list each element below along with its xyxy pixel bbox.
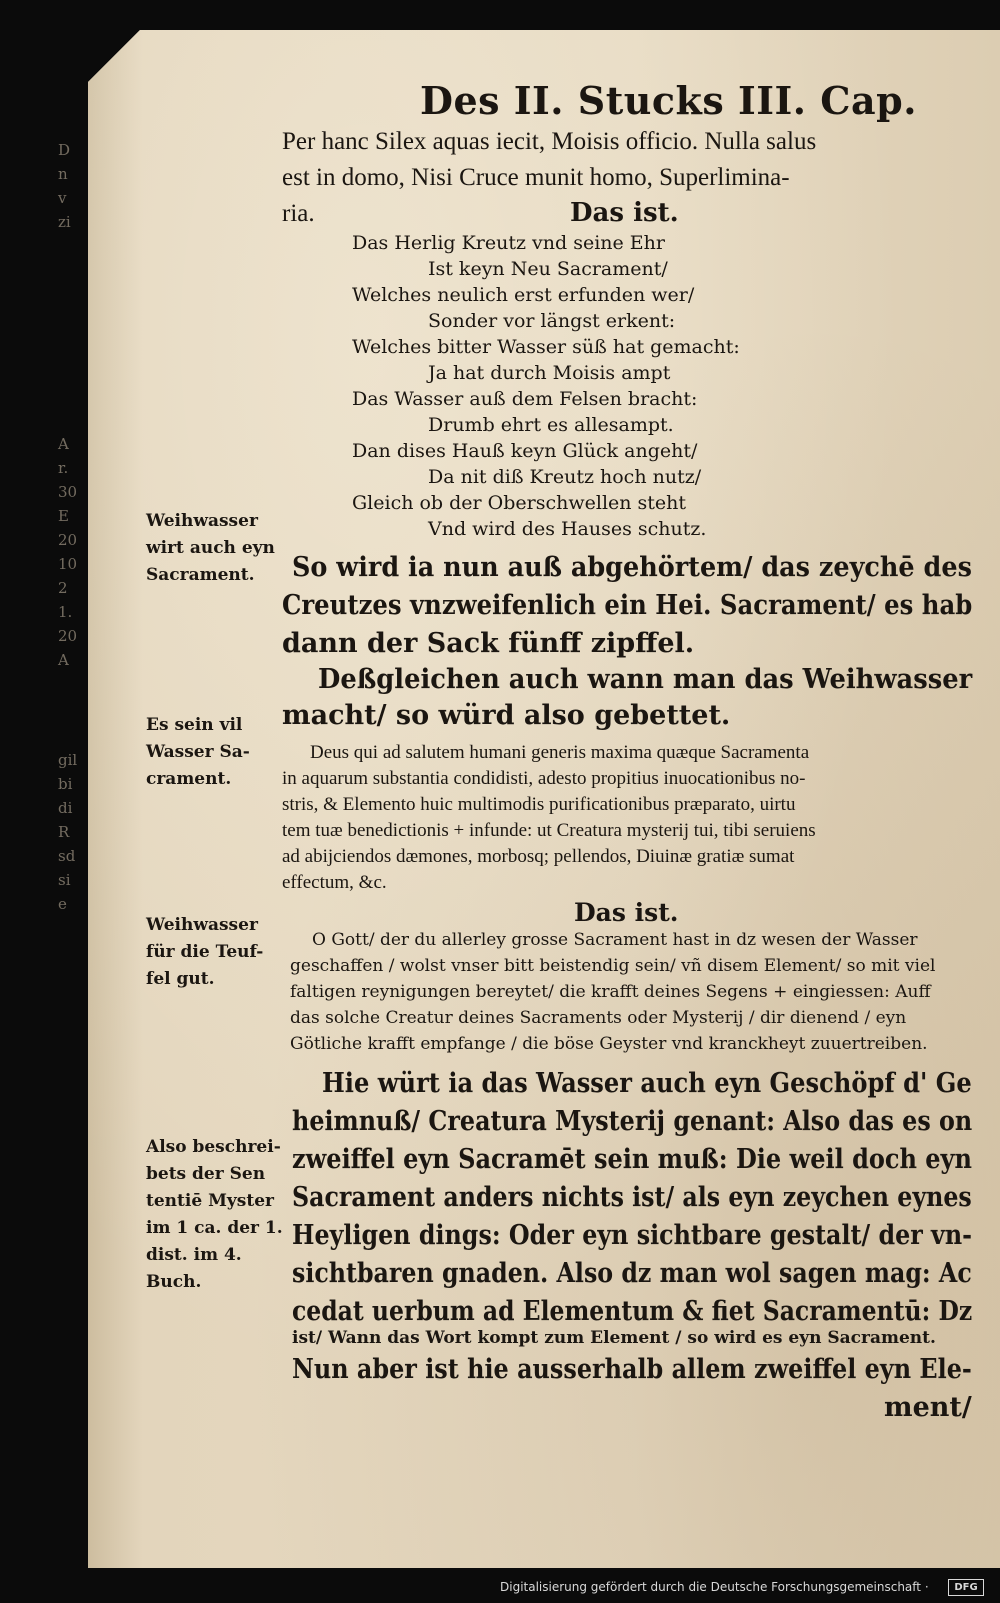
- body-line: Hie würt ia das Wasser auch eyn Geschöpf d' Ge: [322, 1068, 972, 1099]
- gutter-fragment: A r. 30 E 20 10 2 1. 20 A: [58, 435, 78, 669]
- body-line: Deßgleichen auch wann man das Weihwasser: [318, 664, 973, 695]
- verse-line: Gleich ob der Oberschwellen steht: [352, 492, 687, 514]
- digitization-credit: Digitalisierung gefördert durch die Deutsche Forschungsgemeinschaft ·: [500, 1580, 929, 1594]
- body-line: ment/: [884, 1392, 972, 1423]
- latin-prayer-line: effectum, &c.: [282, 872, 387, 893]
- verse-line: Ist keyn Neu Sacrament/: [428, 258, 668, 280]
- body-line: Creutzes vnzweifenlich ein Hei. Sacrament/ es hab: [282, 590, 973, 621]
- body-line: sichtbaren gnaden. Also dz man wol sagen mag: Ac: [292, 1258, 972, 1289]
- latin-prayer-line: ad abijciendos dæmones, morbosq; pellendos, Diuinæ gratiæ sumat: [282, 846, 795, 867]
- verse-line: Vnd wird des Hauses schutz.: [428, 518, 707, 540]
- latin-intro-line: Per hanc Silex aquas iecit, Moisis officio. Nulla salus: [282, 128, 817, 155]
- body-line: dann der Sack fünff zipffel.: [282, 628, 695, 659]
- dfg-logo: DFG: [948, 1579, 984, 1596]
- latin-intro-line: ria.: [282, 200, 315, 227]
- verse-line: Ja hat durch Moisis ampt: [428, 362, 671, 384]
- german-prayer-line: Götliche krafft empfange / die böse Geyster vnd kranckheyt zuuertreiben.: [290, 1034, 928, 1054]
- body-line: Nun aber ist hie ausserhalb allem zweiffel eyn Ele-: [292, 1354, 972, 1385]
- body-line: macht/ so würd also gebettet.: [282, 700, 731, 731]
- verse-line: Dan dises Hauß keyn Glück angeht/: [352, 440, 698, 462]
- verse-line: Welches neulich erst erfunden wer/: [352, 284, 695, 306]
- margin-note: Also beschrei- bets der Sen tentiē Myster im 1 ca. der 1. dist. im 4. Buch.: [146, 1137, 283, 1292]
- margin-note: Weihwasser wirt auch eyn Sacrament.: [146, 511, 275, 585]
- das-ist-heading: Das ist.: [574, 898, 679, 927]
- latin-intro-line: est in domo, Nisi Cruce munit homo, Superlimina-: [282, 164, 790, 191]
- latin-prayer-line: tem tuæ benedictionis + infunde: ut Creatura mysterij tui, tibi seruiens: [282, 820, 816, 841]
- body-line: cedat uerbum ad Elementum & fiet Sacramentū: Dz: [292, 1296, 973, 1327]
- verse-line: Welches bitter Wasser süß hat gemacht:: [352, 336, 740, 358]
- latin-prayer-line: Deus qui ad salutem humani generis maxima quæque Sacramenta: [310, 742, 810, 763]
- german-prayer-line: geschaffen / wolst vnser bitt beistendig sein/ vñ disem Element/ so mit viel: [290, 956, 936, 976]
- margin-note: Weihwasser für die Teuf- fel gut.: [146, 915, 264, 989]
- body-line: heimnuß/ Creatura Mysterij genant: Also das es on: [292, 1106, 973, 1137]
- verse-line: Drumb ehrt es allesampt.: [428, 414, 674, 436]
- gutter-fragment: gil bi di R sd si e: [58, 751, 78, 913]
- latin-prayer-line: in aquarum substantia condidisti, adesto propitius inuocationibus no-: [282, 768, 806, 789]
- german-prayer-line: das solche Creatur deines Sacraments oder Mysterij / dir dienend / eyn: [290, 1008, 907, 1028]
- german-prayer-line: O Gott/ der du allerley grosse Sacrament hast in dz wesen der Wasser: [312, 930, 918, 950]
- margin-note: Es sein vil Wasser Sa- crament.: [146, 715, 250, 789]
- body-line: zweiffel eyn Sacramēt sein muß: Die weil doch eyn: [292, 1144, 972, 1175]
- german-prayer-line: faltigen reynigungen bereytet/ die krafft deines Segens + eingiessen: Auff: [290, 982, 931, 1002]
- body-line: ist/ Wann das Wort kompt zum Element / so wird es eyn Sacrament.: [292, 1328, 936, 1348]
- latin-prayer-line: stris, & Elemento huic multimodis purificationibus præparato, uirtu: [282, 794, 796, 815]
- body-line: Heyligen dings: Oder eyn sichtbare gestalt/ der vn-: [292, 1220, 973, 1251]
- verse-line: Sonder vor längst erkent:: [428, 310, 676, 332]
- verse-line: Das Herlig Kreutz vnd seine Ehr: [352, 232, 665, 254]
- das-ist-heading: Das ist.: [570, 198, 679, 228]
- gutter-fragment: D n v zi: [58, 141, 71, 231]
- verse-line: Das Wasser auß dem Felsen bracht:: [352, 388, 698, 410]
- verse-line: Da nit diß Kreutz hoch nutz/: [428, 466, 702, 488]
- body-line: So wird ia nun auß abgehörtem/ das zeychē des: [292, 552, 972, 583]
- running-head: Des II. Stucks III. Cap.: [420, 78, 917, 123]
- body-line: Sacrament anders nichts ist/ als eyn zeychen eynes: [292, 1182, 972, 1213]
